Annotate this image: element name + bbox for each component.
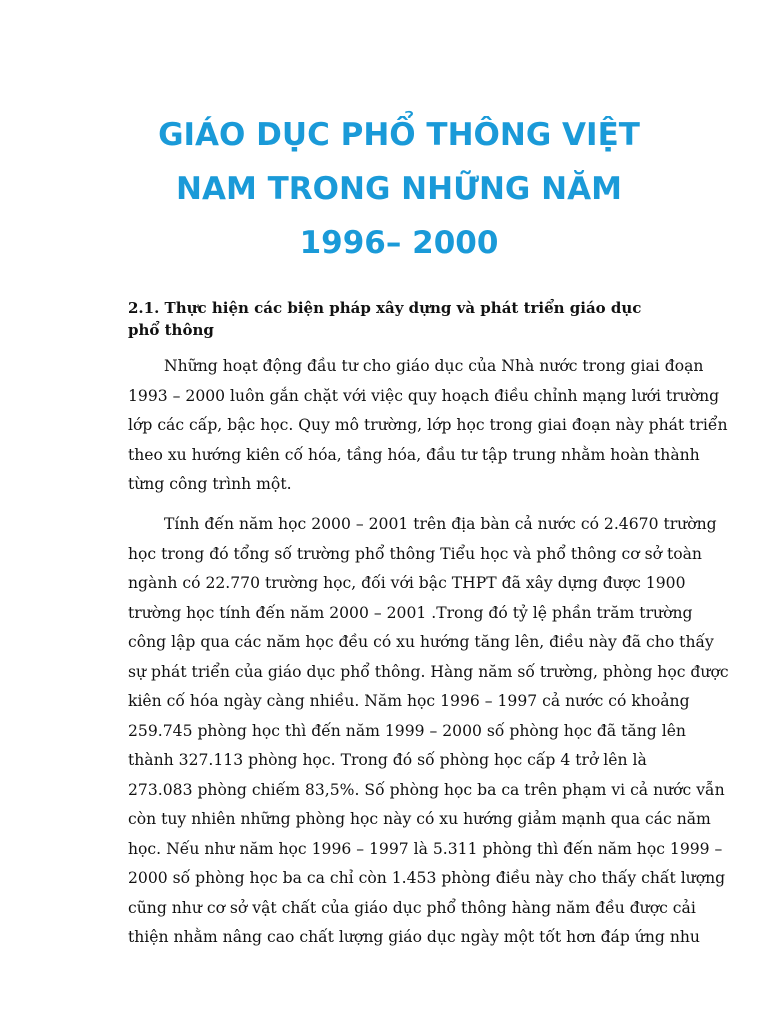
paragraph-1 xyxy=(128,352,728,500)
paragraph-line: học. Nếu như năm học 1996 – 1997 là 5.311 phòng thì đến năm học 1999 – xyxy=(128,839,723,858)
paragraph-line: ngành có 22.770 trường học, đối với bậc THPT đã xây dựng được 1900 xyxy=(128,574,686,592)
title-line: GIÁO DỤC PHỔ THÔNG VIỆT xyxy=(158,117,640,153)
paragraph-line: thành 327.113 phòng học. Trong đó số phòng học cấp 4 trở lên là xyxy=(128,751,647,769)
title-line: NAM TRONG NHỮNG NĂM xyxy=(176,171,622,207)
paragraph-line: sự phát triển của giáo dục phổ thông. Hàng năm số trường, phòng học được xyxy=(128,662,729,681)
paragraph-line: lớp các cấp, bậc học. Quy mô trường, lớp học trong giai đoạn này phát triển xyxy=(128,416,728,434)
section-heading: 2.1. Thực hiện các biện pháp xây dựng và phát triển giáo dục phổ thông xyxy=(128,299,642,339)
paragraph-2 xyxy=(128,510,729,953)
paragraph-line: cũng như cơ sở vật chất của giáo dục phổ thông hàng năm đều được cải xyxy=(128,898,696,917)
paragraph-line: 1993 – 2000 luôn gắn chặt với việc quy hoạch điều chỉnh mạng lưới trường xyxy=(128,386,720,405)
paragraph-line: còn tuy nhiên những phòng học này có xu hướng giảm mạnh qua các năm xyxy=(128,810,711,828)
paragraph-line: công lập qua các năm học đều có xu hướng tăng lên, điều này đã cho thấy xyxy=(128,633,714,651)
paragraph-line: từng công trình một. xyxy=(128,475,292,493)
title-line: 1996– 2000 xyxy=(299,225,499,261)
paragraph-line: thiện nhằm nâng cao chất lượng giáo dục ngày một tốt hơn đáp ứng nhu xyxy=(128,928,700,946)
paragraph-line: trường học tính đến năm 2000 – 2001 .Trong đó tỷ lệ phần trăm trường xyxy=(128,603,693,622)
paragraph-line: theo xu hướng kiên cố hóa, tầng hóa, đầu tư tập trung nhằm hoàn thành xyxy=(128,445,700,464)
paragraph-line: 273.083 phòng chiếm 83,5%. Số phòng học ba ca trên phạm vi cả nước vẫn xyxy=(128,780,725,799)
paragraph-line: học trong đó tổng số trường phổ thông Tiểu học và phổ thông cơ sở toàn xyxy=(128,544,702,563)
paragraph-line: Tính đến năm học 2000 – 2001 trên địa bàn cả nước có 2.4670 trường xyxy=(164,515,717,533)
paragraph-line: 2000 số phòng học ba ca chỉ còn 1.453 phòng điều này cho thấy chất lượng xyxy=(128,869,726,887)
paragraph-line: kiên cố hóa ngày càng nhiều. Năm học 1996 – 1997 cả nước có khoảng xyxy=(128,692,690,710)
paragraph-line: Những hoạt động đầu tư cho giáo dục của Nhà nước trong giai đoạn xyxy=(164,357,704,375)
document-title xyxy=(110,108,688,270)
paragraph-line: 259.745 phòng học thì đến năm 1999 – 2000 số phòng học đã tăng lên xyxy=(128,721,686,740)
